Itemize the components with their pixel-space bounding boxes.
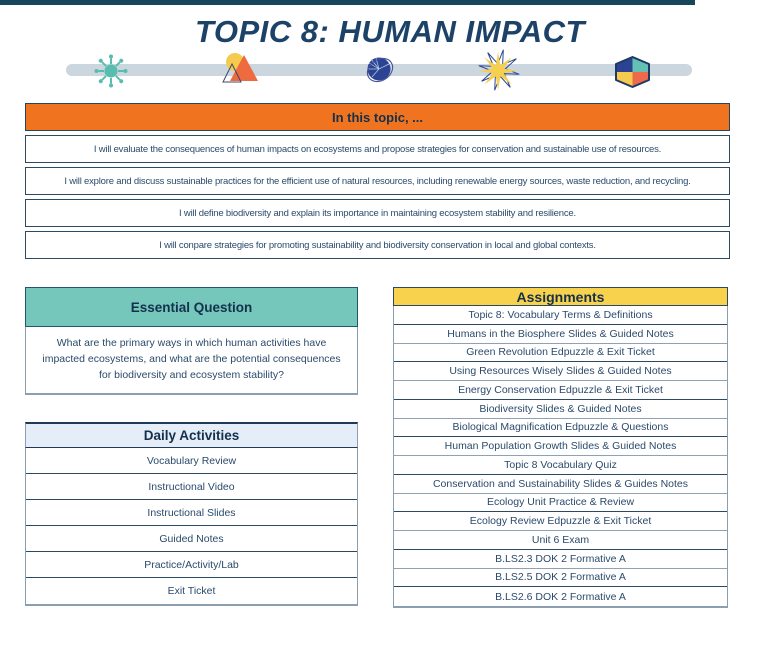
top-border-bar [0,0,695,5]
virus-icon [94,54,128,88]
daily-activity-row: Instructional Slides [26,500,357,526]
assignment-row: B.LS2.3 DOK 2 Formative A [394,550,727,569]
essential-question-section [25,287,358,395]
assignment-row: B.LS2.5 DOK 2 Formative A [394,569,727,588]
assignment-row: Energy Conservation Edpuzzle & Exit Ticket [394,381,727,400]
assignment-row: Using Resources Wisely Slides & Guided Notes [394,362,727,381]
learning-goal-list [25,135,730,259]
assignment-row: Humans in the Biosphere Slides & Guided Notes [394,325,727,344]
assignment-row: Topic 8 Vocabulary Quiz [394,456,727,475]
essential-question-header: Essential Question [25,287,358,327]
assignment-row: Biodiversity Slides & Guided Notes [394,400,727,419]
learning-goal-row: I will conpare strategies for promoting sustainability and biodiversity conservation in local and global contexts. [25,231,730,259]
assignment-row: B.LS2.6 DOK 2 Formative A [495,590,626,603]
assignment-row: Unit 6 Exam [394,531,727,550]
assignment-row: Conservation and Sustainability Slides & Guides Notes [394,475,727,494]
learning-goal-row: I will define biodiversity and explain its importance in maintaining ecosystem stability and resilience. [25,199,730,227]
learning-goal-row: I will explore and discuss sustainable practices for the efficient use of natural resources, including renewable energy sources, waste reduction, and recycling. [25,167,730,195]
daily-activity-row: Guided Notes [26,526,357,552]
globe-icon [365,55,395,85]
assignments-list [393,306,728,608]
page-title: TOPIC 8: HUMAN IMPACT [195,14,585,49]
cube-icon [613,56,652,88]
assignment-row: Ecology Review Edpuzzle & Exit Ticket [394,512,727,531]
assignment-row: Topic 8: Vocabulary Terms & Definitions [394,306,727,325]
mountain-icon [220,52,260,84]
assignment-row: Ecology Unit Practice & Review [394,494,727,513]
in-this-topic-section [25,103,730,259]
assignment-row: Biological Magnification Edpuzzle & Questions [394,419,727,438]
daily-activities-header: Daily Activities [25,422,358,448]
daily-activity-row: Practice/Activity/Lab [26,552,357,578]
starburst-icon [478,49,520,91]
daily-activity-row: Instructional Video [26,474,357,500]
daily-activity-row: Exit Ticket [167,585,216,597]
assignments-header: Assignments [393,287,728,306]
daily-activities-list [25,448,358,606]
in-this-topic-header: In this topic, ... [25,103,730,131]
assignment-row: Human Population Growth Slides & Guided Notes [394,437,727,456]
assignment-row: Green Revolution Edpuzzle & Exit Ticket [394,344,727,363]
essential-question-text: What are the primary ways in which human activities have impacted ecosystems, and what are the potential consequences for biodiversity and ecosystem stability? [25,327,358,395]
daily-activity-row: Vocabulary Review [26,448,357,474]
assignments-section [393,287,728,608]
daily-activities-section [25,422,358,606]
learning-goal-row: I will evaluate the consequences of human impacts on ecosystems and propose strategies for conservation and sustainable use of resources. [25,135,730,163]
